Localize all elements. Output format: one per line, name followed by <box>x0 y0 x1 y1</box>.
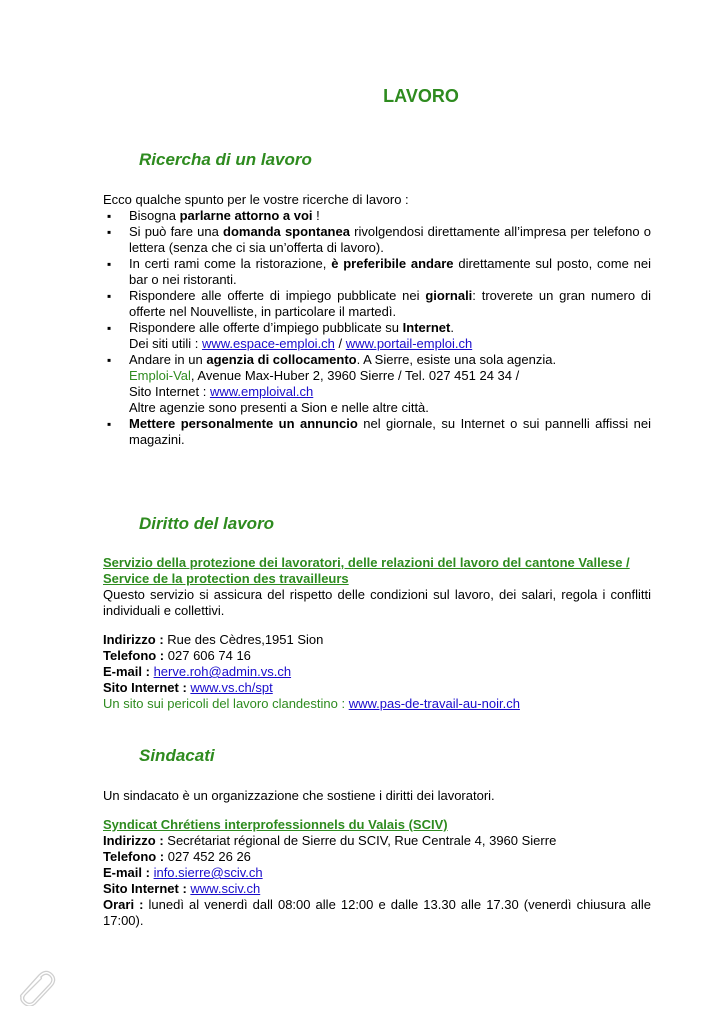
unions-section <box>103 788 651 929</box>
list-item: ▪ Bisogna parlarne attorno a voi ! <box>103 208 651 224</box>
section-heading-job-search: Ricercha di un lavoro <box>139 150 312 169</box>
job-search-section <box>103 192 651 448</box>
section-heading-unions: Sindacati <box>139 746 215 765</box>
labour-website: Sito Internet : www.vs.ch/spt <box>103 680 273 695</box>
job-search-list <box>103 208 651 448</box>
pas-de-travail-link[interactable]: www.pas-de-travail-au-noir.ch <box>348 696 520 711</box>
labour-service-desc: Questo servizio si assicura del rispetto delle condizioni sul lavoro, dei salari, regola i conflitti individuali e collettivi. <box>103 587 651 618</box>
sciv-title: Syndicat Chrétiens interprofessionnels du Valais (SCIV) <box>103 817 448 832</box>
sciv-address: Indirizzo : Secrétariat régional de Sierre du SCIV, Rue Centrale 4, 3960 Sierre <box>103 833 557 848</box>
vs-spt-link[interactable]: www.vs.ch/spt <box>190 680 273 695</box>
sciv-phone: Telefono : 027 452 26 26 <box>103 849 251 864</box>
labour-phone: Telefono : 027 606 74 16 <box>103 648 251 663</box>
list-item: ▪ In certi rami come la ristorazione, è preferibile andare direttamente sul posto, come nei bar o nei ristoranti. <box>103 256 651 288</box>
page-title: LAVORO <box>383 86 459 106</box>
espace-emploi-link[interactable]: www.espace-emploi.ch <box>201 336 335 351</box>
agency-name: Emploi-Val <box>129 368 191 383</box>
sciv-hours: Orari : lunedì al venerdì dall 08:00 alle 12:00 e dalle 13.30 alle 17.30 (venerdì chiusura alle 17:00). <box>103 897 652 928</box>
labour-law-section <box>103 555 651 712</box>
section-heading-labour-law: Diritto del lavoro <box>139 514 275 533</box>
unions-intro: Un sindacato è un organizzazione che sostiene i diritti dei lavoratori. <box>103 788 495 803</box>
list-item: ▪ Rispondere alle offerte d’impiego pubblicate su Internet. Dei siti utili : www.espace-emploi.ch / www.portail-emploi.ch <box>103 320 651 352</box>
list-item: ▪ Si può fare una domanda spontanea rivolgendosi direttamente all’impresa per telefono o lettera (senza che ci sia un’offerta di lavoro). <box>103 224 651 256</box>
labour-service-title: Servizio della protezione dei lavoratori, delle relazioni del lavoro del cantone Vallese / Service de la protection des travailleurs <box>103 555 630 586</box>
emploival-link[interactable]: www.emploival.ch <box>209 384 314 399</box>
clandestine-work-site: Un sito sui pericoli del lavoro clandestino : www.pas-de-travail-au-noir.ch <box>103 696 520 711</box>
labour-email-link[interactable]: herve.roh@admin.vs.ch <box>153 664 292 679</box>
labour-email: E-mail : herve.roh@admin.vs.ch <box>103 664 292 679</box>
sciv-site-link[interactable]: www.sciv.ch <box>190 881 261 896</box>
list-item: ▪ Mettere personalmente un annuncio nel giornale, su Internet o sui pannelli affissi nei magazini. <box>103 416 651 448</box>
paperclip-logo-icon <box>14 966 58 1006</box>
list-item: ▪ Andare in un agenzia di collocamento. A Sierre, esiste una sola agenzia. Emploi-Val, Avenue Max-Huber 2, 3960 Sierre / Tel. 027 451 24 34 / Sito Internet : www.emploival.ch Altre agenzie sono presenti a Sion e nelle altre città. <box>103 352 651 416</box>
portail-emploi-link[interactable]: www.portail-emploi.ch <box>345 336 473 351</box>
sciv-website: Sito Internet : www.sciv.ch <box>103 881 261 896</box>
labour-address: Indirizzo : Rue des Cèdres,1951 Sion <box>103 632 324 647</box>
sciv-email: E-mail : info.sierre@sciv.ch <box>103 865 263 880</box>
list-item: ▪ Rispondere alle offerte di impiego pubblicate nei giornali: troverete un gran numero di offerte nel Nouvelliste, in particolare il martedì. <box>103 288 651 320</box>
sciv-email-link[interactable]: info.sierre@sciv.ch <box>153 865 263 880</box>
job-search-intro: Ecco qualche spunto per le vostre ricerche di lavoro : <box>103 192 409 207</box>
